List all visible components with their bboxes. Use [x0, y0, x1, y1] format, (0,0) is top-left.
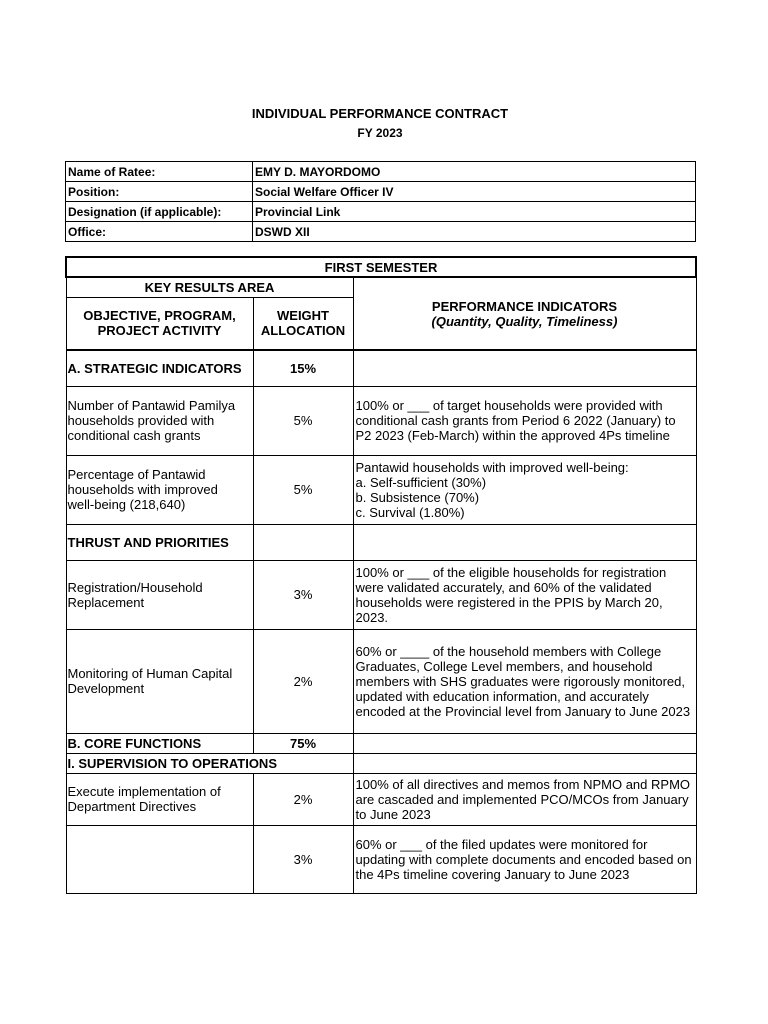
- ratee-row: [66, 182, 696, 202]
- table-row: [66, 560, 696, 629]
- indicator-cell: 60% or ____ of the household members with College Graduates, College Level members, and household members with SHS graduates were rigorously monitored, updated with education information, and accurately encoded at the Provincial level from January to June 2023: [353, 629, 696, 733]
- weight-cell: 2%: [253, 773, 353, 825]
- indicators-header: [353, 277, 696, 350]
- objective-cell: Execute implementation of Department Directives: [66, 773, 253, 825]
- ratee-value: EMY D. MAYORDOMO: [253, 162, 696, 182]
- weight-cell: 2%: [253, 629, 353, 733]
- strategic-row: [66, 350, 696, 386]
- ratee-value: DSWD XII: [253, 222, 696, 242]
- strategic-weight: 15%: [253, 350, 353, 386]
- indicator-cell: 100% or ___ of target households were provided with conditional cash grants from Period 6 2022 (January) to P2 2023 (Feb-March) within the approved 4Ps timeline: [353, 386, 696, 455]
- supervision-empty: [353, 753, 696, 773]
- objective-cell: Percentage of Pantawid households with improved well-being (218,640): [66, 455, 253, 524]
- weight-cell: 5%: [253, 455, 353, 524]
- table-row: [66, 455, 696, 524]
- ratee-label: Position:: [66, 182, 253, 202]
- strategic-label: A. STRATEGIC INDICATORS: [66, 350, 253, 386]
- weight-cell: 5%: [253, 386, 353, 455]
- performance-table: [65, 256, 697, 894]
- ratee-value: Provincial Link: [253, 202, 696, 222]
- ratee-label: Designation (if applicable):: [66, 202, 253, 222]
- strategic-empty: [353, 350, 696, 386]
- thrust-indicator-empty: [353, 524, 696, 560]
- objective-header: OBJECTIVE, PROGRAM, PROJECT ACTIVITY: [66, 297, 253, 350]
- indicator-cell: 60% or ___ of the filed updates were monitored for updating with complete documents and encoded based on the 4Ps timeline covering January to June 2023: [353, 825, 696, 893]
- thrust-weight-empty: [253, 524, 353, 560]
- objective-cell: Registration/Household Replacement: [66, 560, 253, 629]
- table-row: [66, 825, 696, 893]
- core-row: [66, 733, 696, 753]
- indicator-cell: 100% of all directives and memos from NPMO and RPMO are cascaded and implemented PCO/MCOs from January to June 2023: [353, 773, 696, 825]
- semester-row: [66, 257, 696, 277]
- objective-cell: Number of Pantawid Pamilya households provided with conditional cash grants: [66, 386, 253, 455]
- indicator-cell: 100% or ___ of the eligible households for registration were validated accurately, and 60% of the validated households were registered in the PPIS by March 20, 2023.: [353, 560, 696, 629]
- thrust-label: THRUST AND PRIORITIES: [66, 524, 253, 560]
- weight-cell: 3%: [253, 560, 353, 629]
- indicators-subtitle: (Quantity, Quality, Timeliness): [431, 313, 618, 329]
- table-row: [66, 386, 696, 455]
- kra-row: [66, 277, 696, 297]
- ratee-info-table: [65, 161, 696, 242]
- weight-header: WEIGHT ALLOCATION: [253, 297, 353, 350]
- objective-cell: Monitoring of Human Capital Development: [66, 629, 253, 733]
- indicators-title: PERFORMANCE INDICATORS: [431, 298, 618, 314]
- kra-header: KEY RESULTS AREA: [66, 277, 353, 297]
- indicator-cell: Pantawid households with improved well-being: a. Self-sufficient (30%) b. Subsistence (70%) c. Survival (1.80%): [353, 455, 696, 524]
- semester-header: FIRST SEMESTER: [66, 257, 696, 277]
- supervision-row: [66, 753, 696, 773]
- ratee-row: [66, 202, 696, 222]
- weight-cell: 3%: [253, 825, 353, 893]
- ratee-row: [66, 162, 696, 182]
- core-weight: 75%: [253, 733, 353, 753]
- supervision-label: I. SUPERVISION TO OPERATIONS: [66, 753, 353, 773]
- ratee-value: Social Welfare Officer IV: [253, 182, 696, 202]
- objective-cell: [66, 825, 253, 893]
- ratee-row: [66, 222, 696, 242]
- table-row: [66, 773, 696, 825]
- fiscal-year: FY 2023: [357, 126, 403, 140]
- document-title: INDIVIDUAL PERFORMANCE CONTRACT: [251, 106, 509, 121]
- ratee-label: Office:: [66, 222, 253, 242]
- table-row: [66, 629, 696, 733]
- core-empty: [353, 733, 696, 753]
- ratee-label: Name of Ratee:: [66, 162, 253, 182]
- core-label: B. CORE FUNCTIONS: [66, 733, 253, 753]
- thrust-row: [66, 524, 696, 560]
